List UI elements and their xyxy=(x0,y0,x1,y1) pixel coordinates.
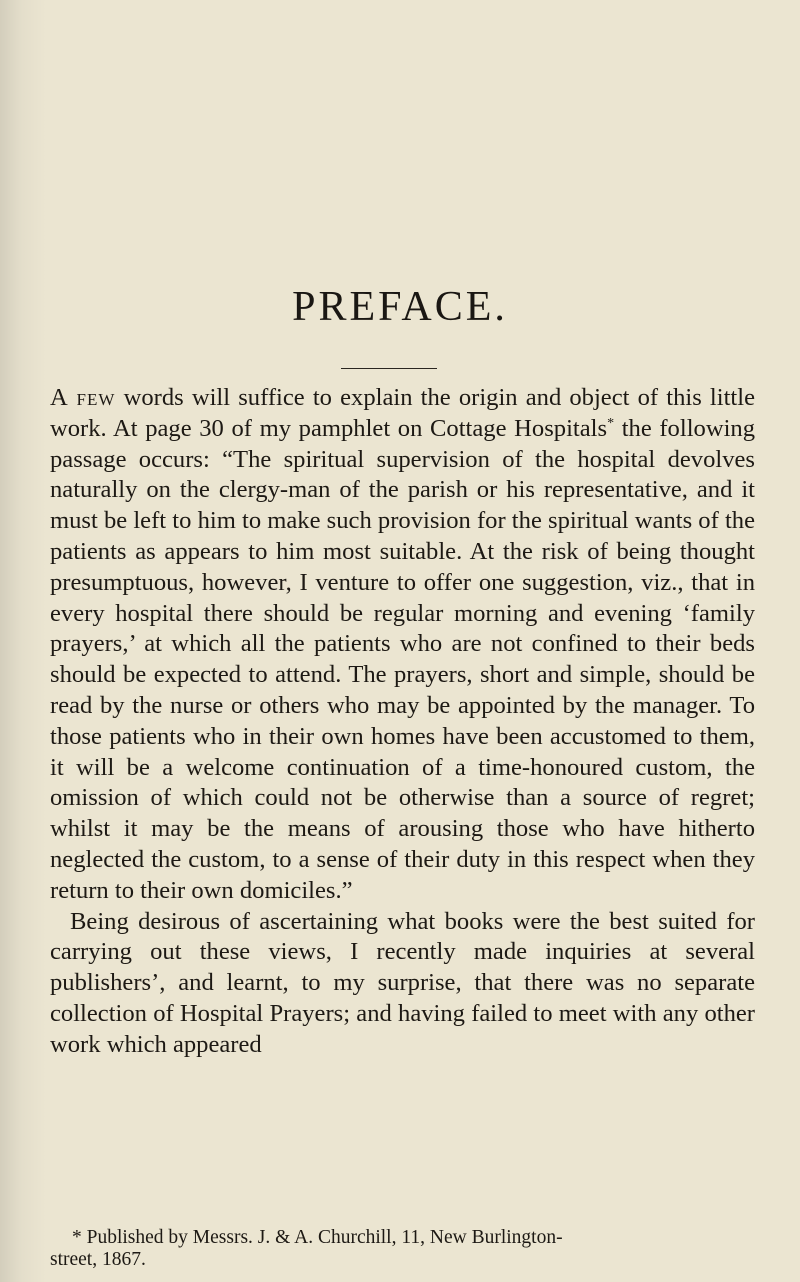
paragraph-2: Being desirous of ascertaining what books were the best suited for carrying out these views, I recently made inquiries at several publishers’, and learnt, to my surprise, that there was no separate collection of Hospital Prayers; and having failed to meet with any other work which appeared xyxy=(50,907,755,1058)
footnote-line-2: street, 1867. xyxy=(50,1249,146,1270)
paragraph-lead: A few xyxy=(50,384,116,411)
footnote-text-1: Published by Messrs. J. & A. Churchill, 11, New Burlington- xyxy=(81,1227,563,1248)
paragraph-1-text-a: words will suffice to explain the origin and object of this little work. At page 30 of my pamphlet on Cottage Hospitals xyxy=(50,384,756,442)
footnote-reference-mark: * xyxy=(607,415,615,431)
title-rule xyxy=(341,368,437,369)
footnote-line-1 xyxy=(50,1227,755,1249)
paragraph-1 xyxy=(50,383,755,907)
footnote-mark: * xyxy=(72,1227,82,1248)
footnote xyxy=(50,1227,755,1271)
page-title: PREFACE. xyxy=(292,284,508,330)
paragraph-1-text-b: the following passage occurs: “The spiritual supervision of the hospital devolves naturally on the clergy-man of the parish or his representative, and it must be left to him to make such provision for the spiritual wants of the patients as appears to him most suitable. At the risk of being thought presumptuous, however, I venture to offer one suggestion, viz., that in every hospital there should be regular morning and evening ‘family prayers,’ at which all the patients who are not confined to their beds should be expected to attend. The prayers, short and simple, should be read by the nurse or others who may be appointed by the manager. To those patients who in their own homes have been accustomed to them, it will be a welcome continuation of a time-honoured custom, the omission of which could not be otherwise than a source of regret; whilst it may be the means of arousing those who have hitherto neglected the custom, to a sense of their duty in this respect when they return to their own domiciles.” xyxy=(50,414,756,904)
preface-body xyxy=(50,383,755,1061)
